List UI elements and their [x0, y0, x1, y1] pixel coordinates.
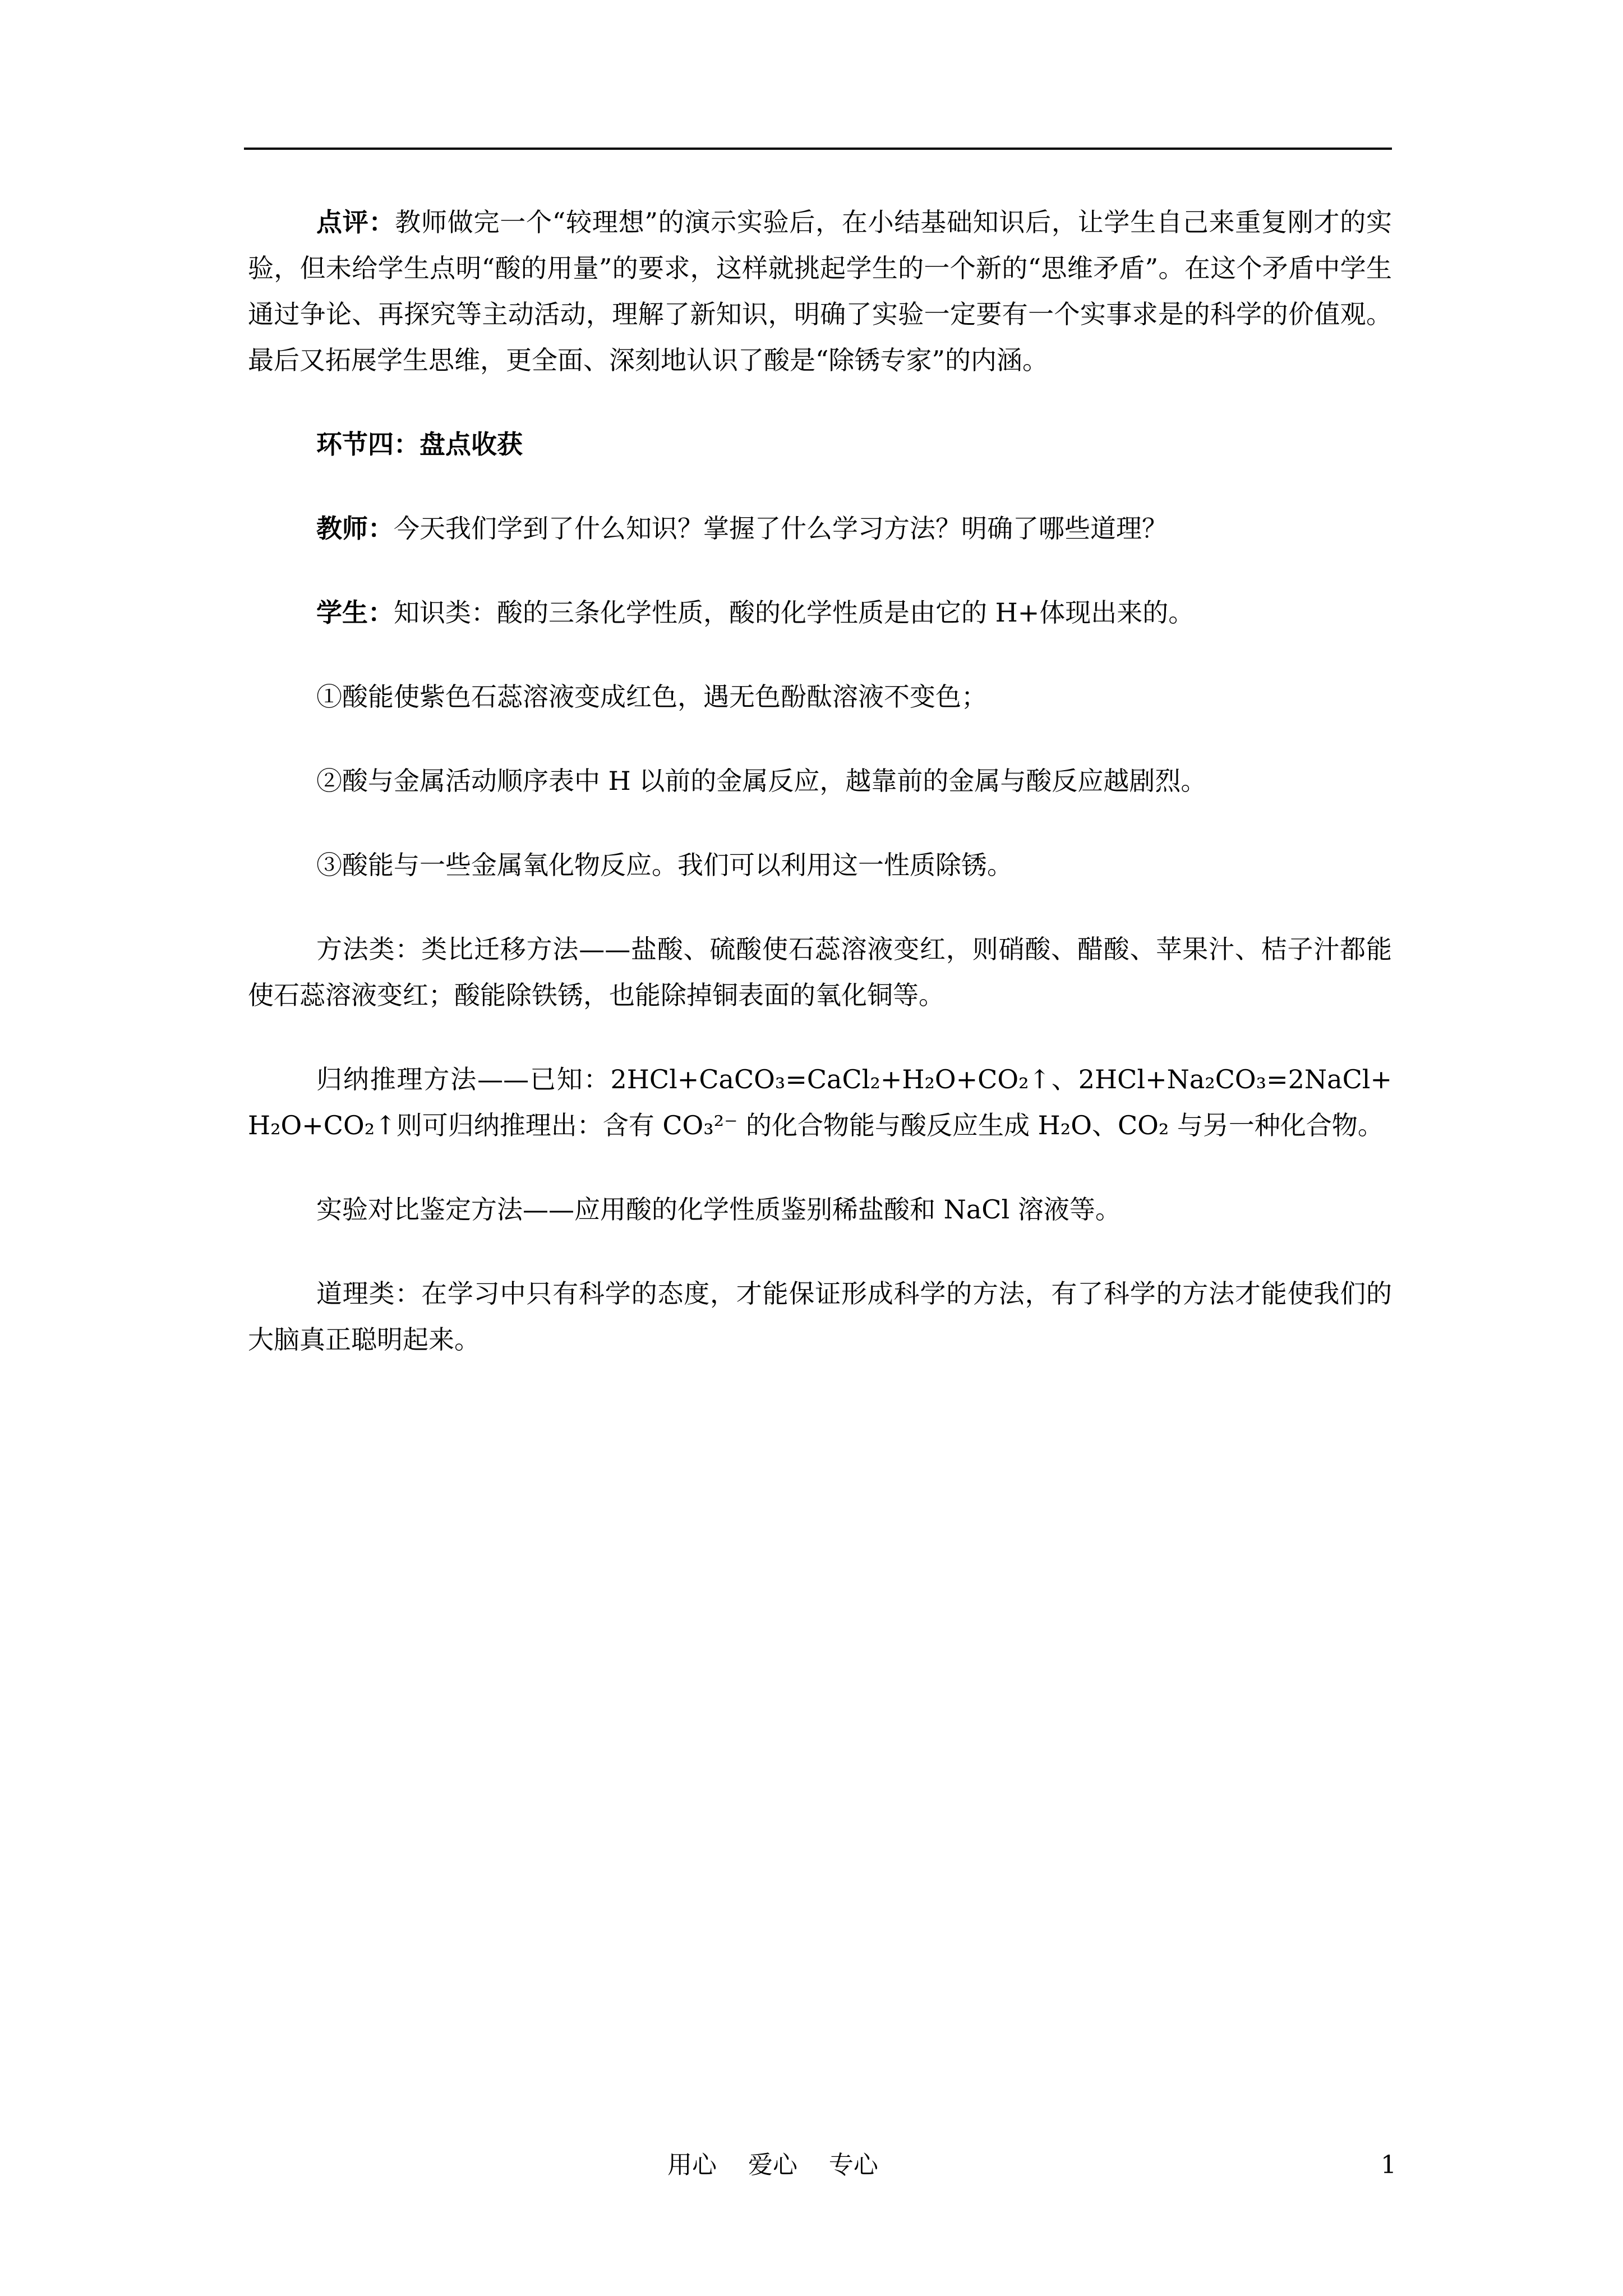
section-heading: 环节四：盘点收获 [316, 429, 523, 459]
induction-conclusion-3: 与另一种化合物。 [1169, 1110, 1384, 1140]
document-body [248, 199, 1392, 1401]
method-induction-paragraph [248, 1056, 1392, 1148]
method-analogy-paragraph: 方法类：类比迁移方法——盐酸、硫酸使石蕊溶液变红，则硝酸、醋酸、苹果汁、桔子汁都能使石蕊溶液变红；酸能除铁锈，也能除掉铜表面的氧化铜等。 [248, 934, 1392, 1010]
student-text: 知识类：酸的三条化学性质，酸的化学性质是由它的 H+体现出来的。 [394, 597, 1195, 628]
page-number: 1 [1381, 2151, 1396, 2179]
comment-label: 点评： [316, 207, 395, 237]
comment-paragraph [248, 199, 1392, 383]
comment-text: 教师做完一个“较理想”的演示实验后，在小结基础知识后，让学生自己来重复刚才的实验，但未给学生点明“酸的用量”的要求，这样就挑起学生的一个新的“思维矛盾”。在这个矛盾中学生通过争论、再探究等主动活动，理解了新知识，明确了实验一定要有一个实事求是的科学的价值观。最后又拓展学生思维，更全面、深刻地认识了酸是“除锈专家”的内涵。 [248, 207, 1392, 375]
product-water: H₂O [1038, 1110, 1092, 1140]
teacher-text: 今天我们学到了什么知识？掌握了什么学习方法？明确了哪些道理？ [394, 513, 1168, 544]
point-3: ③酸能与一些金属氧化物反应。我们可以利用这一性质除锈。 [316, 850, 1013, 880]
equation-2: 2HCl+Na₂CO₃=2NaCl+H₂O+CO₂↑ [248, 1064, 1393, 1140]
point-2: ②酸与金属活动顺序表中 H 以前的金属反应，越靠前的金属与酸反应越剧烈。 [316, 766, 1207, 796]
teacher-paragraph [248, 505, 1392, 551]
product-co2: CO₂ [1117, 1110, 1169, 1140]
teacher-label: 教师： [316, 513, 394, 544]
induction-conclusion-1: 则可归纳推理出：含有 [396, 1110, 663, 1140]
carbonate-ion: CO₃²⁻ [662, 1110, 738, 1140]
student-paragraph [248, 590, 1392, 636]
induction-intro: 归纳推理方法——已知： [316, 1064, 611, 1094]
induction-conclusion-2: 的化合物能与酸反应生成 [737, 1110, 1038, 1140]
method-experiment-paragraph: 实验对比鉴定方法——应用酸的化学性质鉴别稀盐酸和 NaCl 溶液等。 [316, 1194, 1121, 1225]
product-separator: 、 [1091, 1110, 1118, 1140]
principle-paragraph: 道理类：在学习中只有科学的态度，才能保证形成科学的方法，有了科学的方法才能使我们的大脑真正聪明起来。 [248, 1278, 1392, 1355]
equation-separator: 、 [1050, 1064, 1078, 1094]
point-1: ①酸能使紫色石蕊溶液变成红色，遇无色酚酞溶液不变色； [316, 682, 987, 712]
equation-1: 2HCl+CaCO₃=CaCl₂+H₂O+CO₂↑ [610, 1064, 1051, 1094]
student-label: 学生： [316, 597, 394, 628]
footer-motto: 用心 爱心 专心 [667, 2151, 878, 2179]
header-rule [244, 148, 1392, 150]
